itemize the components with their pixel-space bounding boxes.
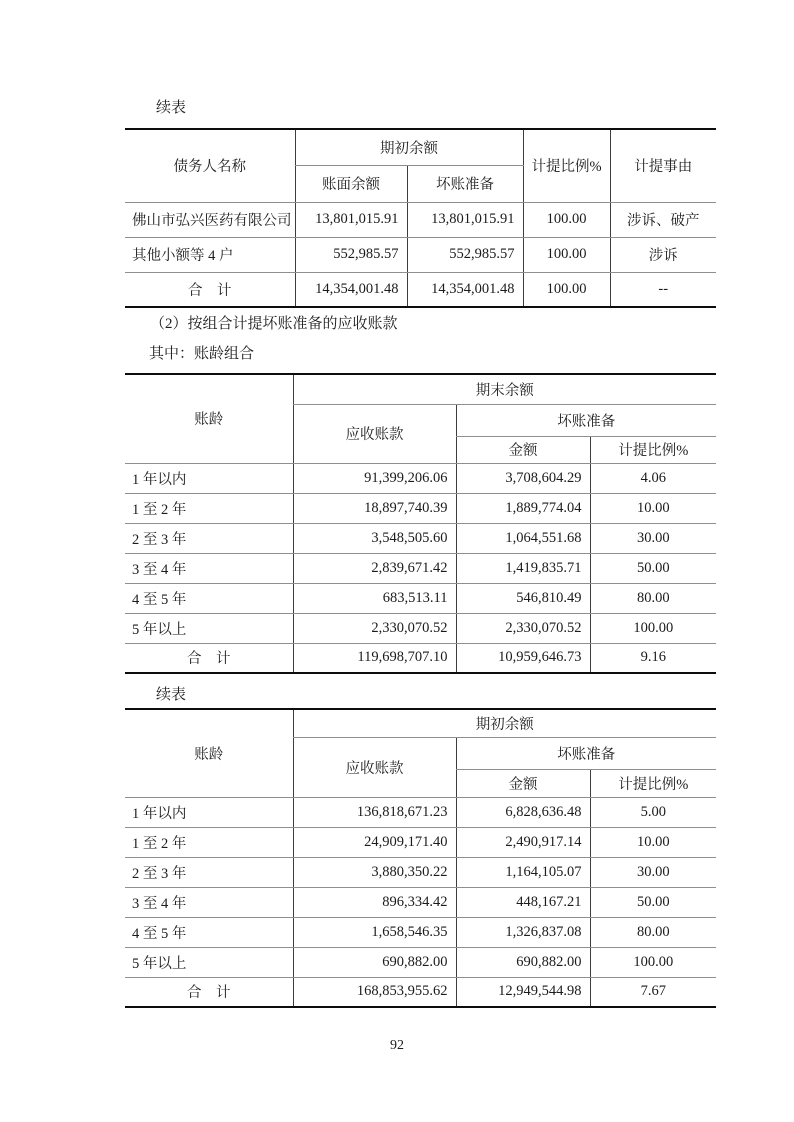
cell-ratio: 9.16 <box>590 643 716 673</box>
cell-debtor-name: 佛山市弘兴医药有限公司 <box>125 202 295 237</box>
cell-amount: 546,810.49 <box>456 583 590 613</box>
cell-amount: 12,949,544.98 <box>456 977 590 1007</box>
cell-receivables: 3,880,350.22 <box>293 857 456 887</box>
cell-aging: 2 至 3 年 <box>125 523 293 553</box>
cell-aging: 1 至 2 年 <box>125 827 293 857</box>
cell-receivables: 168,853,955.62 <box>293 977 456 1007</box>
cell-receivables: 18,897,740.39 <box>293 493 456 523</box>
cell-amount: 690,882.00 <box>456 947 590 977</box>
cell-aging: 1 年以内 <box>125 463 293 493</box>
cell-receivables: 690,882.00 <box>293 947 456 977</box>
cell-receivables: 1,658,546.35 <box>293 917 456 947</box>
cell-bad-debt: 552,985.57 <box>407 237 523 272</box>
cell-receivables: 91,399,206.06 <box>293 463 456 493</box>
cell-aging: 5 年以上 <box>125 947 293 977</box>
header-debtor-name: 债务人名称 <box>125 129 295 202</box>
cell-receivables: 896,334.42 <box>293 887 456 917</box>
cell-receivables: 24,909,171.40 <box>293 827 456 857</box>
table-row <box>125 553 716 583</box>
continued-table-label-2: 续表 <box>156 687 187 703</box>
cell-amount: 6,828,636.48 <box>456 797 590 827</box>
cell-ratio: 50.00 <box>590 553 716 583</box>
header-amount: 金额 <box>456 436 590 463</box>
header-receivables: 应收账款 <box>293 404 456 463</box>
cell-receivables: 119,698,707.10 <box>293 643 456 673</box>
continued-table-label-1: 续表 <box>156 100 187 116</box>
table-row <box>125 613 716 643</box>
cell-aging: 5 年以上 <box>125 613 293 643</box>
cell-debtor-name: 其他小额等 4 户 <box>125 237 295 272</box>
header-aging: 账龄 <box>125 374 293 463</box>
cell-total-label: 合 计 <box>125 643 293 673</box>
header-bad-debt-provision: 坏账准备 <box>456 737 716 769</box>
cell-book-balance: 14,354,001.48 <box>295 272 407 307</box>
table-row <box>125 237 716 272</box>
table-row <box>125 463 716 493</box>
header-bad-debt-provision: 坏账准备 <box>456 404 716 436</box>
cell-aging: 1 年以内 <box>125 797 293 827</box>
cell-amount: 1,889,774.04 <box>456 493 590 523</box>
cell-amount: 3,708,604.29 <box>456 463 590 493</box>
header-bad-debt-provision: 坏账准备 <box>407 165 523 202</box>
table-row <box>125 827 716 857</box>
cell-amount: 2,330,070.52 <box>456 613 590 643</box>
cell-aging: 3 至 4 年 <box>125 553 293 583</box>
cell-bad-debt: 13,801,015.91 <box>407 202 523 237</box>
table-row <box>125 947 716 977</box>
cell-book-balance: 552,985.57 <box>295 237 407 272</box>
cell-ratio: 50.00 <box>590 887 716 917</box>
cell-receivables: 2,839,671.42 <box>293 553 456 583</box>
cell-ratio: 30.00 <box>590 857 716 887</box>
cell-ratio: 80.00 <box>590 583 716 613</box>
cell-aging: 4 至 5 年 <box>125 583 293 613</box>
cell-ratio: 30.00 <box>590 523 716 553</box>
cell-ratio: 100.00 <box>523 202 610 237</box>
table-row <box>125 523 716 553</box>
table-header-row <box>125 374 716 404</box>
table-row <box>125 202 716 237</box>
table-row <box>125 583 716 613</box>
cell-amount: 1,064,551.68 <box>456 523 590 553</box>
cell-amount: 10,959,646.73 <box>456 643 590 673</box>
cell-ratio: 100.00 <box>523 237 610 272</box>
header-amount: 金额 <box>456 769 590 797</box>
cell-amount: 2,490,917.14 <box>456 827 590 857</box>
cell-reason: -- <box>610 272 716 307</box>
page-number: 92 <box>390 1038 404 1053</box>
cell-book-balance: 13,801,015.91 <box>295 202 407 237</box>
cell-ratio: 100.00 <box>590 947 716 977</box>
header-provision-reason: 计提事由 <box>610 129 716 202</box>
cell-aging: 2 至 3 年 <box>125 857 293 887</box>
header-book-balance: 账面余额 <box>295 165 407 202</box>
cell-ratio: 5.00 <box>590 797 716 827</box>
section-heading: （2）按组合计提坏账准备的应收账款 <box>150 316 398 332</box>
cell-ratio: 7.67 <box>590 977 716 1007</box>
header-receivables: 应收账款 <box>293 737 456 797</box>
header-provision-ratio: 计提比例% <box>590 436 716 463</box>
cell-ratio: 10.00 <box>590 827 716 857</box>
cell-total-label: 合 计 <box>125 977 293 1007</box>
header-provision-ratio: 计提比例% <box>590 769 716 797</box>
debtor-provision-table <box>125 128 716 308</box>
header-ending-balance: 期末余额 <box>293 374 716 404</box>
cell-amount: 448,167.21 <box>456 887 590 917</box>
cell-receivables: 136,818,671.23 <box>293 797 456 827</box>
header-beginning-balance: 期初余额 <box>293 709 716 737</box>
cell-receivables: 683,513.11 <box>293 583 456 613</box>
table-row <box>125 857 716 887</box>
header-provision-ratio: 计提比例% <box>523 129 610 202</box>
table-header-row <box>125 709 716 737</box>
cell-receivables: 2,330,070.52 <box>293 613 456 643</box>
aging-table-beginning-balance <box>125 708 716 1008</box>
cell-ratio: 100.00 <box>590 613 716 643</box>
subsection-heading: 其中：账龄组合 <box>149 346 255 362</box>
table-row <box>125 917 716 947</box>
cell-aging: 4 至 5 年 <box>125 917 293 947</box>
cell-bad-debt: 14,354,001.48 <box>407 272 523 307</box>
table-row <box>125 493 716 523</box>
cell-aging: 3 至 4 年 <box>125 887 293 917</box>
cell-total-label: 合 计 <box>125 272 295 307</box>
cell-reason: 涉诉、破产 <box>610 202 716 237</box>
cell-reason: 涉诉 <box>610 237 716 272</box>
cell-amount: 1,326,837.08 <box>456 917 590 947</box>
total-row <box>125 977 716 1007</box>
header-aging: 账龄 <box>125 709 293 797</box>
total-row <box>125 272 716 307</box>
cell-aging: 1 至 2 年 <box>125 493 293 523</box>
cell-amount: 1,419,835.71 <box>456 553 590 583</box>
aging-table-ending-balance <box>125 373 716 674</box>
table-header-row <box>125 129 716 165</box>
cell-ratio: 4.06 <box>590 463 716 493</box>
table-row <box>125 797 716 827</box>
cell-ratio: 100.00 <box>523 272 610 307</box>
cell-receivables: 3,548,505.60 <box>293 523 456 553</box>
header-beginning-balance: 期初余额 <box>295 129 523 165</box>
total-row <box>125 643 716 673</box>
cell-ratio: 10.00 <box>590 493 716 523</box>
cell-ratio: 80.00 <box>590 917 716 947</box>
cell-amount: 1,164,105.07 <box>456 857 590 887</box>
table-row <box>125 887 716 917</box>
